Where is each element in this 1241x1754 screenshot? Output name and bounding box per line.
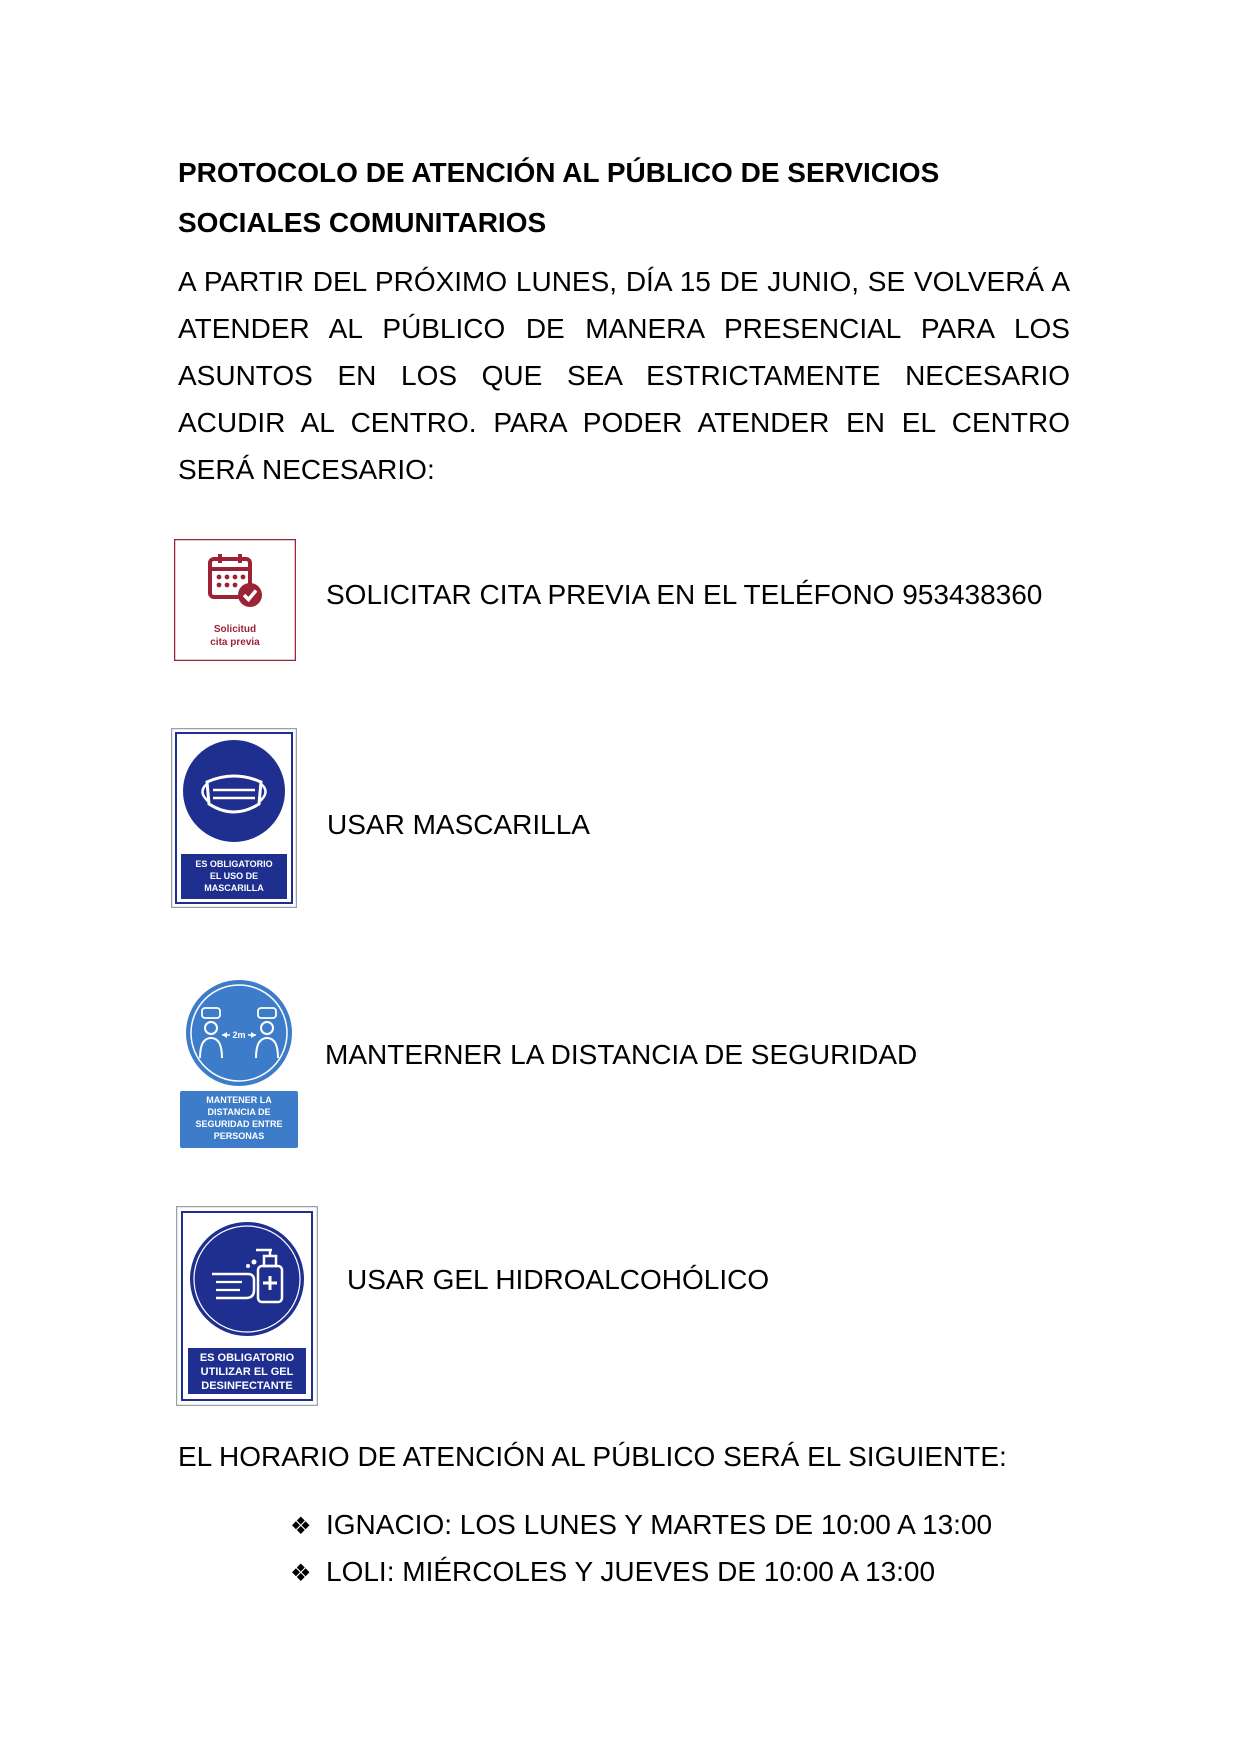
schedule-title: EL HORARIO DE ATENCIÓN AL PÚBLICO SERÁ EL SIGUIENTE:: [178, 1441, 1007, 1472]
hand-sanitizer-icon: [176, 1206, 318, 1406]
intro-paragraph: A PARTIR DEL PRÓXIMO LUNES, DÍA 15 DE JUNIO, SE VOLVERÁ A ATENDER AL PÚBLICO DE MANERA PRESENCIAL PARA LOS ASUNTOS EN LOS QUE SEA ESTRICTAMENTE NECESARIO ACUDIR AL CENTRO. PARA PODER ATENDER EN EL CENTRO SERÁ NECESARIO:: [178, 266, 1070, 485]
bullet-icon: ❖: [290, 1560, 312, 1587]
sign-label-line1: ES OBLIGATORIO: [199, 1352, 295, 1364]
mask-sign: [171, 728, 297, 908]
sign-label-line2: DISTANCIA DE: [207, 1107, 271, 1117]
sign-label-line3: DESINFECTANTE: [201, 1380, 293, 1392]
distance-sign: [180, 978, 298, 1150]
sign-label-line1: ES OBLIGATORIO: [195, 859, 273, 869]
list-item: [290, 1555, 935, 1591]
schedule-item-text: LOLI: MIÉRCOLES Y JUEVES DE 10:00 A 13:00: [326, 1556, 936, 1587]
calendar-check-icon: [174, 539, 296, 661]
bullet-icon: ❖: [290, 1513, 312, 1540]
requirement-mask-text: USAR MASCARILLA: [327, 809, 590, 840]
requirement-distance-text: MANTERNER LA DISTANCIA DE SEGURIDAD: [325, 1039, 918, 1070]
requirement-appointment-text: SOLICITAR CITA PREVIA EN EL TELÉFONO 953438360: [326, 579, 1043, 610]
requirement-sanitizer-text: USAR GEL HIDROALCOHÓLICO: [347, 1264, 770, 1295]
sign-label-line3: SEGURIDAD ENTRE: [195, 1119, 283, 1129]
social-distance-icon: [180, 978, 298, 1150]
sign-label-line2: cita previa: [210, 637, 260, 648]
appointment-sign: [174, 539, 296, 661]
list-item: [290, 1508, 992, 1544]
schedule-item-text: IGNACIO: LOS LUNES Y MARTES DE 10:00 A 13:00: [326, 1509, 993, 1540]
sign-label-line4: PERSONAS: [213, 1131, 265, 1141]
face-mask-icon: [171, 728, 297, 908]
sign-label-line3: MASCARILLA: [204, 883, 264, 893]
distance-label: 2m: [232, 1030, 246, 1040]
sign-label-line2: EL USO DE: [209, 871, 259, 881]
sanitizer-sign: [176, 1206, 318, 1406]
sign-label-line2: UTILIZAR EL GEL: [200, 1366, 294, 1378]
page-title: PROTOCOLO DE ATENCIÓN AL PÚBLICO DE SERVICIOS SOCIALES COMUNITARIOS: [178, 157, 940, 238]
sign-label-line1: MANTENER LA: [206, 1095, 272, 1105]
sign-label-line1: Solicitud: [213, 624, 257, 635]
